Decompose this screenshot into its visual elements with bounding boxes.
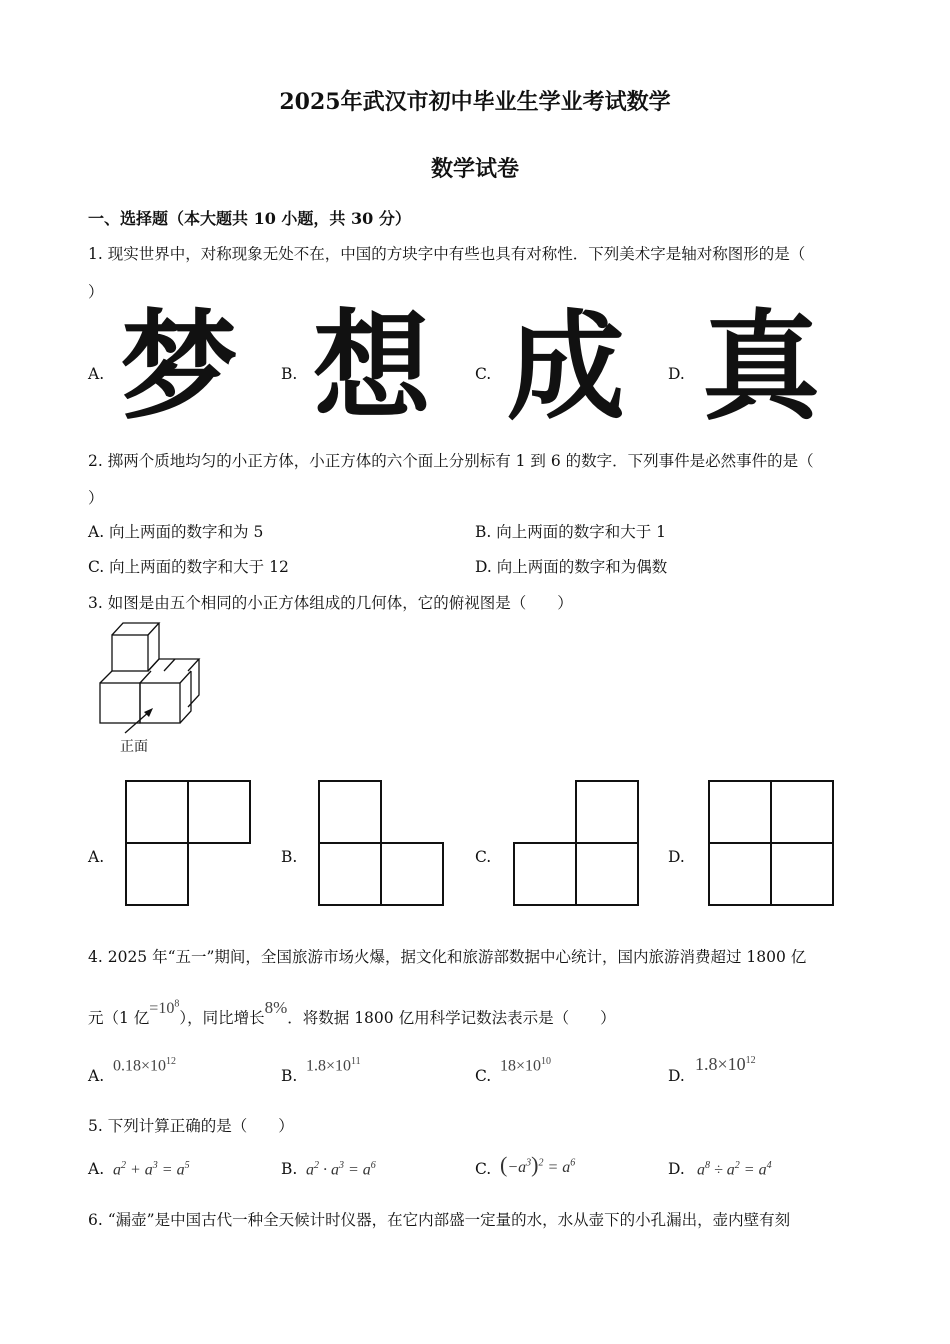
q2-option-d[interactable]: D. 向上两面的数字和为偶数 [475,558,668,576]
q5-option-b-label[interactable]: B. [281,1160,298,1178]
q1-option-d-label[interactable]: D. [668,365,685,383]
q4-option-a-exp: 12 [166,1056,177,1067]
q1-stem-close: ） [88,283,104,301]
q4-option-c-label[interactable]: C. [475,1067,492,1085]
q2-stem-close: ） [88,489,104,507]
q4-option-a-label[interactable]: A. [88,1067,105,1085]
q4-stem-line2 [88,998,616,1028]
q5-option-a-label[interactable]: A. [88,1160,105,1178]
q3-option-c-figure[interactable] [513,780,643,906]
q5-option-d-label[interactable]: D. [668,1160,685,1178]
q4-stem: 4. 2025 年“五一”期间，全国旅游市场火爆，据文化和旅游部数据中心统计，国内旅游消费超过 1800 亿 [88,948,807,966]
q2-stem: 2. 掷两个质地均匀的小正方体，小正方体的六个面上分别标有 1 到 6 的数字．下列事件是必然事件的是（ [88,452,814,470]
q3-option-b-label[interactable]: B. [281,848,298,866]
q4-option-c-base: 18×10 [500,1057,542,1075]
q2-option-c[interactable]: C. 向上两面的数字和大于 12 [88,558,289,576]
q1-option-c-label[interactable]: C. [475,365,492,383]
exam-title: 2025年武汉市初中毕业生学业考试数学 [279,89,671,115]
q4-math-1e8 [149,1000,179,1017]
q5-stem: 5. 下列计算正确的是（ ） [88,1117,294,1135]
q4-text-b: ），同比增长 [179,1009,265,1027]
q2-option-a[interactable]: A. 向上两面的数字和为 5 [88,523,264,541]
section-heading: 一、选择题（本大题共 10 小题，共 30 分） [88,209,411,228]
q4-option-b-value[interactable] [306,1056,361,1075]
q2-option-b[interactable]: B. 向上两面的数字和大于 1 [475,523,667,541]
q3-option-c-label[interactable]: C. [475,848,492,866]
q3-option-d-figure[interactable] [708,780,838,906]
q5-option-b-expr[interactable]: $a^2 \cdot a^3 = a^6$ [306,1160,376,1179]
q4-text-a: 元（1 亿 [88,1009,150,1027]
q4-option-b-label[interactable]: B. [281,1067,298,1085]
q3-option-a-figure[interactable] [125,780,255,906]
q1-option-b-label[interactable]: B. [281,365,298,383]
q5-option-c-label[interactable]: C. [475,1160,492,1178]
q4-option-a-value[interactable] [113,1056,176,1075]
q1-option-c-char[interactable]: 成 [507,298,626,436]
q6-stem: 6. “漏壶”是中国古代一种全天候计时仪器，在它内部盛一定量的水，水从壶下的小孔漏出，壶内壁有刻 [88,1211,791,1229]
q1-option-a-char[interactable]: 梦 [120,298,239,436]
q5-option-c-expr[interactable]: $(-a^3)^2 = a^6$ [500,1152,576,1177]
q4-option-b-base: 1.8×10 [306,1057,352,1075]
q1-option-b-char[interactable]: 想 [313,298,432,436]
q4-text-c: ．将数据 1800 亿用科学记数法表示是（ ） [287,1009,616,1027]
q4-option-d-label[interactable]: D. [668,1067,685,1085]
q3-option-d-label[interactable]: D. [668,848,685,866]
q4-option-a-base: 0.18×10 [113,1057,167,1075]
q4-option-c-value[interactable] [500,1056,551,1075]
q1-option-a-label[interactable]: A. [88,365,105,383]
q4-option-d-base: 1.8×10 [695,1054,746,1074]
q3-option-a-label[interactable]: A. [88,848,105,866]
exam-subtitle: 数学试卷 [430,156,519,182]
q4-option-c-exp: 10 [541,1056,552,1067]
q3-solid-figure [95,618,205,738]
q4-math-base: =10 [149,1000,175,1017]
q5-option-d-expr[interactable]: $a^8 \div a^2 = a^4$ [697,1160,772,1179]
q1-stem: 1. 现实世界中，对称现象无处不在，中国的方块字中有些也具有对称性．下列美术字是轴对称图形的是（ [88,245,806,263]
q1-option-d-char[interactable]: 真 [702,298,821,436]
q4-option-d-exp: 12 [745,1055,756,1066]
q5-option-a-expr[interactable]: $a^2 + a^3 = a^5$ [113,1160,190,1179]
q4-math-percent: 8% [264,998,288,1017]
q4-math-exp: 8 [174,998,180,1010]
q4-option-b-exp: 11 [351,1056,361,1067]
q3-option-b-figure[interactable] [318,780,448,906]
q4-option-d-value[interactable] [695,1054,756,1075]
front-label: 正面 [120,739,148,755]
q3-stem: 3. 如图是由五个相同的小正方体组成的几何体，它的俯视图是（ ） [88,594,573,612]
